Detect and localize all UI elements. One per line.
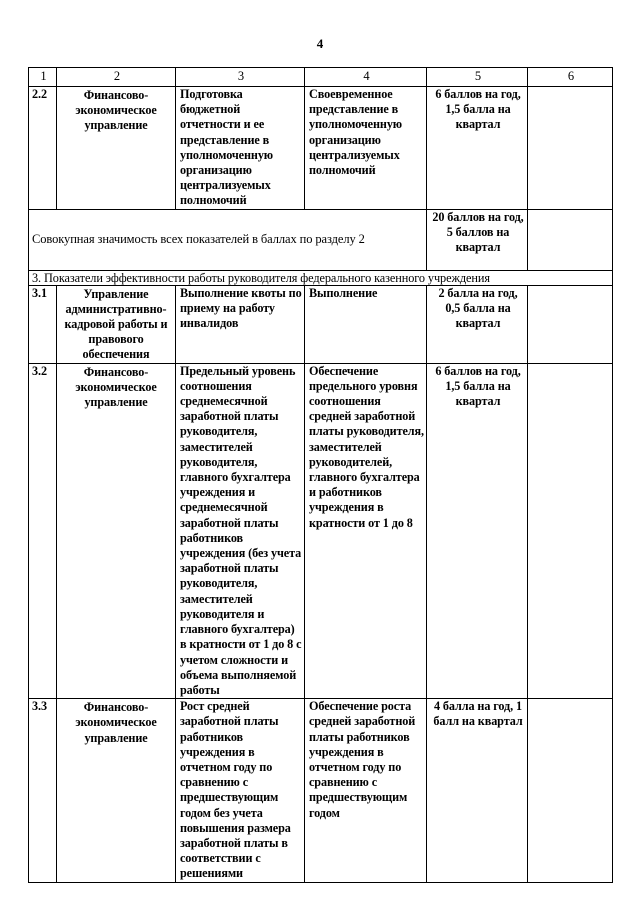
summary-label: Совокупная значимость всех показателей в баллах по разделу 2 xyxy=(29,209,427,270)
header-cell: 2 xyxy=(57,68,176,87)
col6-cell xyxy=(528,209,613,270)
score-text: 4 балла на год, 1 балл на квартал xyxy=(427,699,528,882)
indicator-text: Выполнение квоты по приему на работу инвалидов xyxy=(176,285,305,363)
criterion-text: Выполнение xyxy=(305,285,427,363)
col6-cell xyxy=(528,363,613,698)
summary-score: 20 баллов на год, 5 баллов на квартал xyxy=(427,209,528,270)
responsible-unit: Финансово-экономическое управление xyxy=(57,699,176,882)
table-row xyxy=(29,285,613,363)
table-row xyxy=(29,87,613,210)
row-number: 2.2 xyxy=(29,87,57,210)
page-number: 4 xyxy=(316,36,324,51)
score-text: 6 баллов на год, 1,5 балла на квартал xyxy=(427,363,528,698)
header-cell: 6 xyxy=(528,68,613,87)
header-cell: 3 xyxy=(176,68,305,87)
score-text: 2 балла на год, 0,5 балла на квартал xyxy=(427,285,528,363)
row-number: 3.2 xyxy=(29,363,57,698)
indicator-text: Подготовка бюджетной отчетности и ее представление в уполномоченную организацию централизуемых полномочий xyxy=(176,87,305,210)
criterion-text: Обеспечение предельного уровня соотношения средней заработной платы руководителя, заместителей руководителей, главного бухгалтера и работников учреждения в кратности от 1 до 8 xyxy=(305,363,427,698)
responsible-unit: Финансово-экономическое управление xyxy=(57,87,176,210)
indicator-text: Рост средней заработной платы работников учреждения в отчетном году по сравнению с предшествующим годом без учета повышения размера заработной платы в соответствии с решениями xyxy=(176,699,305,882)
indicators-table xyxy=(28,67,613,883)
score-text: 6 баллов на год, 1,5 балла на квартал xyxy=(427,87,528,210)
responsible-unit: Управление административно-кадровой работы и правового обеспечения xyxy=(57,285,176,363)
criterion-text: Обеспечение роста средней заработной платы работников учреждения в отчетном году по сравнению с предшествующим годом xyxy=(305,699,427,882)
responsible-unit: Финансово-экономическое управление xyxy=(57,363,176,698)
header-cell: 4 xyxy=(305,68,427,87)
row-number: 3.3 xyxy=(29,699,57,882)
table-header-row xyxy=(29,68,613,87)
summary-row xyxy=(29,209,613,270)
col6-cell xyxy=(528,87,613,210)
indicator-text: Предельный уровень соотношения среднемесячной заработной платы руководителя, заместителей руководителя, главного бухгалтера учреждения и среднемесячной заработной платы работников учреждения (без учета заработной платы руководителя, заместителей руководителя и главного бухгалтера) в кратности от 1 до 8 с учетом сложности и объема выполняемой работы xyxy=(176,363,305,698)
table-row xyxy=(29,699,613,882)
header-cell: 1 xyxy=(29,68,57,87)
criterion-text: Своевременное представление в уполномоченную организацию централизуемых полномочий xyxy=(305,87,427,210)
col6-cell xyxy=(528,285,613,363)
table-row xyxy=(29,363,613,698)
section-3-title: 3. Показатели эффективности работы руководителя федерального казенного учреждения xyxy=(29,270,613,285)
header-cell: 5 xyxy=(427,68,528,87)
section-title-row xyxy=(29,270,613,285)
row-number: 3.1 xyxy=(29,285,57,363)
col6-cell xyxy=(528,699,613,882)
